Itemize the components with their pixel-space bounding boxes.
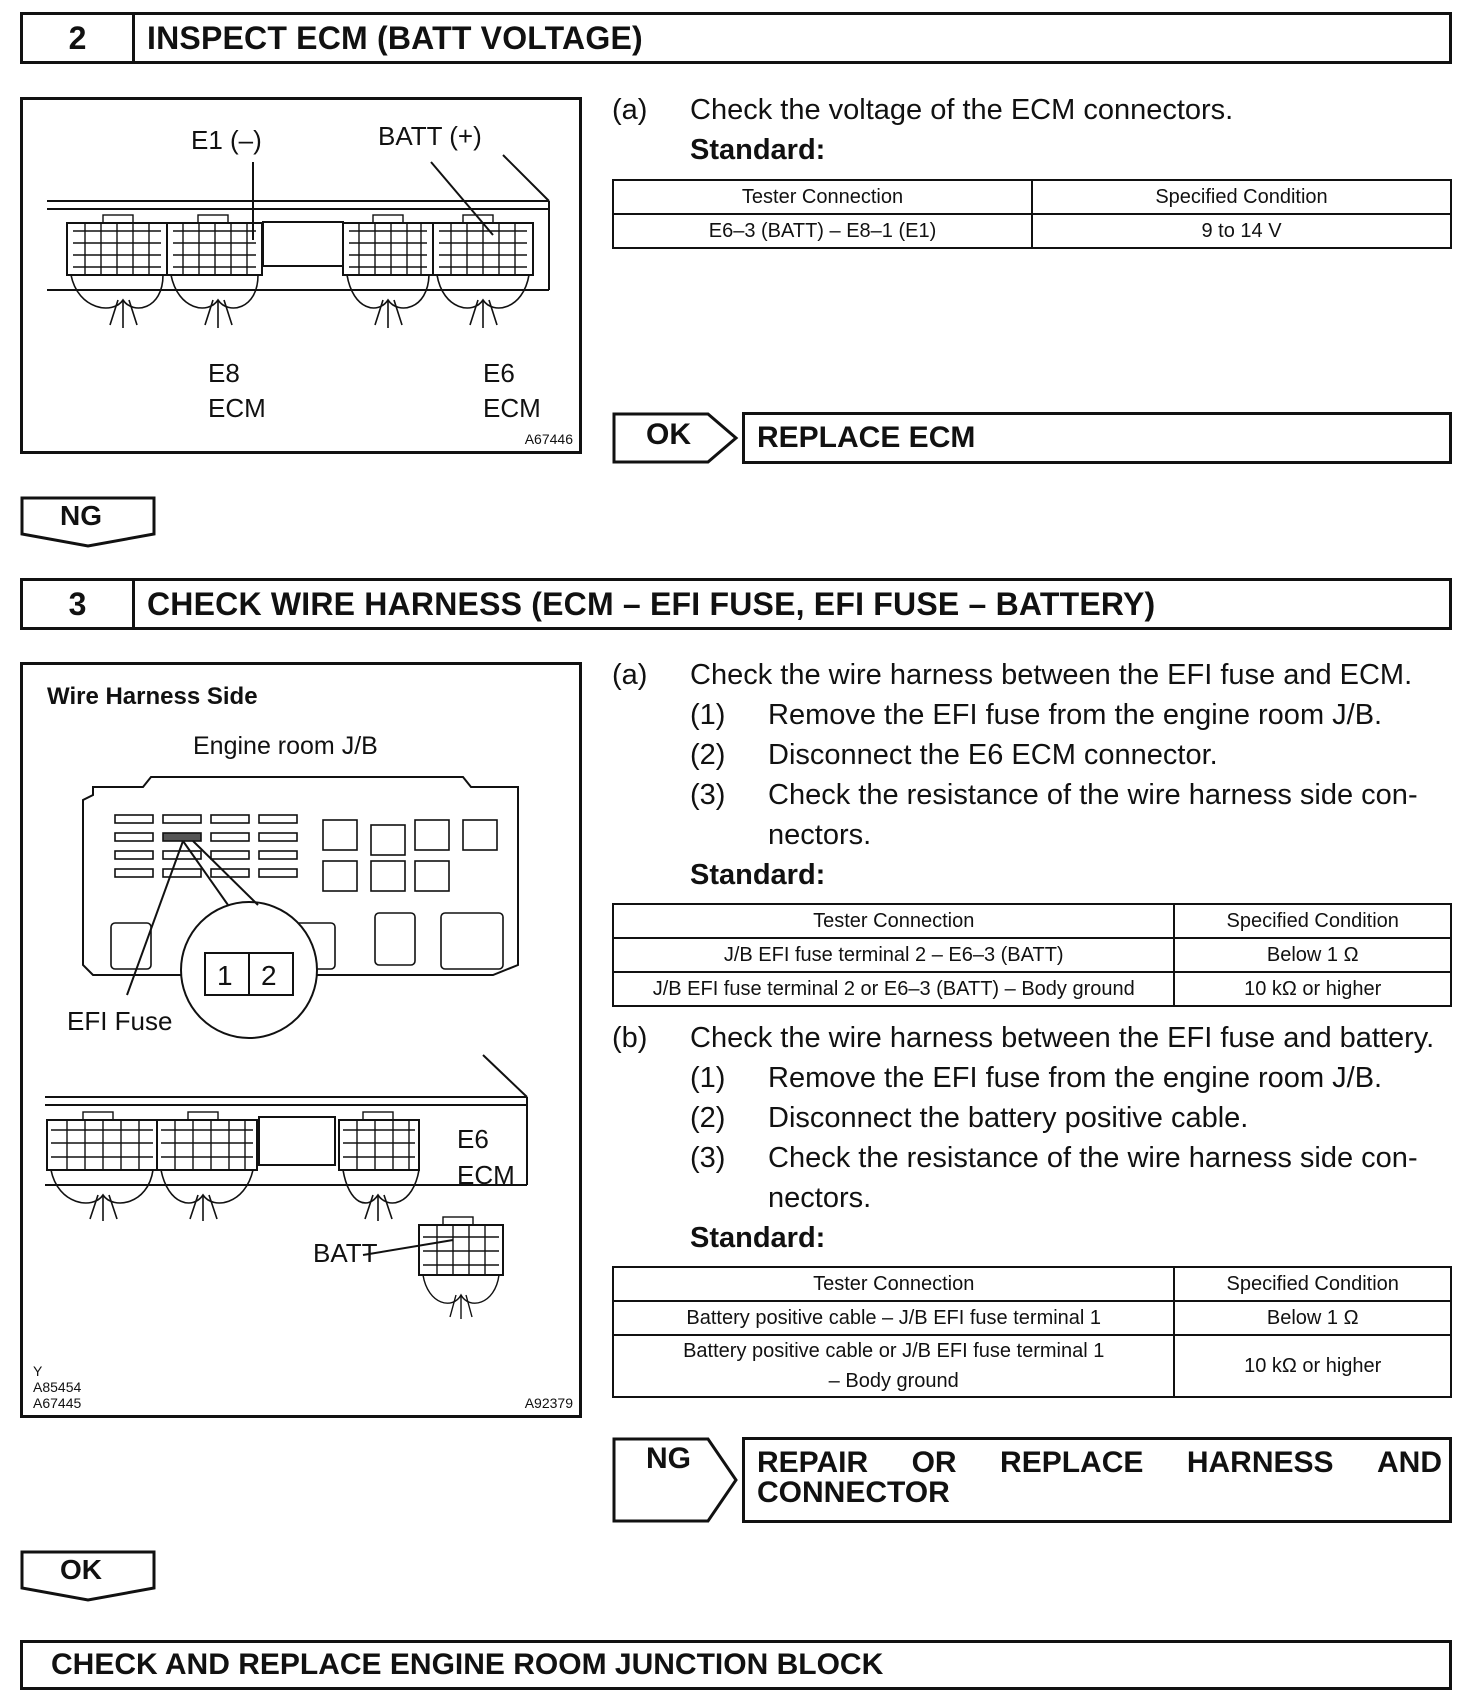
table-header: Tester Connection — [613, 904, 1174, 938]
label-e6: E6 — [457, 1124, 489, 1154]
wire-harness-drawing — [23, 665, 579, 1415]
label-e6-ecm: ECM — [483, 393, 541, 423]
table-row — [613, 972, 1451, 1006]
step-3-title: CHECK WIRE HARNESS (ECM – EFI FUSE, EFI FUSE – BATTERY) — [147, 585, 1156, 622]
step-3a1-text: Remove the EFI fuse from the engine room J/B. — [768, 699, 1383, 731]
table-cell — [613, 1335, 1174, 1397]
table-header: Tester Connection — [613, 1267, 1174, 1301]
figure-code-1: A85454 — [33, 1379, 82, 1395]
ng-result-word: OR — [911, 1446, 957, 1479]
figure-code-3: A92379 — [524, 1395, 573, 1411]
table-row — [613, 1335, 1451, 1397]
terminal-1-label: 1 — [217, 960, 233, 991]
label-ecm: ECM — [457, 1160, 515, 1190]
step-3b-spec-table — [612, 1266, 1452, 1398]
step-3a3-continuation: nectors. — [768, 819, 872, 851]
label-efi-fuse: EFI Fuse — [67, 1006, 173, 1036]
label-e1: E1 (–) — [191, 125, 262, 155]
table-cell: Battery positive cable – J/B EFI fuse terminal 1 — [613, 1301, 1174, 1335]
step-2-instructions — [612, 90, 1452, 170]
step-3a3-text: Check the resistance of the wire harness side con- — [768, 779, 1418, 811]
step-3-number: 3 — [23, 581, 135, 627]
step-3b-standard-label: Standard: — [690, 1222, 826, 1254]
table-header: Specified Condition — [1174, 1267, 1451, 1301]
table-cell: E6–3 (BATT) – E8–1 (E1) — [613, 214, 1032, 248]
instruction-a-text: Check the voltage of the ECM connectors. — [690, 94, 1234, 126]
step-2-header — [20, 12, 1452, 64]
ng-result-word: HARNESS — [1186, 1446, 1334, 1479]
standard-label: Standard: — [690, 134, 826, 166]
step-3-header — [20, 578, 1452, 630]
table-cell: 10 kΩ or higher — [1174, 972, 1451, 1006]
instruction-a-mark: (a) — [612, 94, 648, 126]
figure-code-y: Y — [33, 1363, 43, 1379]
ng-badge-label: NG — [60, 500, 102, 531]
step-3a-standard-label: Standard: — [690, 859, 826, 891]
step-3b-mark: (b) — [612, 1022, 648, 1054]
figure-code-2: A67445 — [33, 1395, 82, 1411]
step-2-spec-table — [612, 179, 1452, 249]
ng-result-line-2: CONNECTOR — [757, 1476, 950, 1509]
step-3b1-mark: (1) — [690, 1062, 726, 1094]
step-3a-mark: (a) — [612, 659, 648, 691]
table-row — [613, 214, 1451, 248]
label-batt: BATT (+) — [378, 121, 482, 151]
table-cell: J/B EFI fuse terminal 2 – E6–3 (BATT) — [613, 938, 1174, 972]
step-3a2-text: Disconnect the E6 ECM connector. — [768, 739, 1218, 771]
label-engine-room-jb: Engine room J/B — [193, 732, 378, 760]
ng-result-word: REPAIR — [757, 1446, 869, 1479]
ok-badge-label: OK — [646, 418, 691, 451]
step-2-title: INSPECT ECM (BATT VOLTAGE) — [147, 19, 643, 56]
label-e8-ecm: ECM — [208, 393, 266, 423]
table-cell: 10 kΩ or higher — [1174, 1335, 1451, 1397]
step-3a-instructions — [612, 655, 1462, 895]
label-e8: E8 — [208, 358, 240, 388]
figure-heading: Wire Harness Side — [47, 683, 258, 710]
ok-badge-label-step3: OK — [60, 1554, 102, 1585]
final-action-box: CHECK AND REPLACE ENGINE ROOM JUNCTION BLOCK — [20, 1640, 1452, 1690]
step-3b1-text: Remove the EFI fuse from the engine room J/B. — [768, 1062, 1383, 1094]
ng-result-line-1 — [757, 1448, 1442, 1478]
table-header: Specified Condition — [1174, 904, 1451, 938]
step-3b-instructions — [612, 1018, 1462, 1258]
ng-result-word: AND — [1377, 1446, 1442, 1479]
table-row — [613, 938, 1451, 972]
ok-result-box: REPLACE ECM — [742, 412, 1452, 464]
terminal-2-label: 2 — [261, 960, 277, 991]
table-cell-line: – Body ground — [828, 1370, 959, 1392]
ng-badge-label-step3: NG — [646, 1442, 691, 1475]
ecm-connector-figure — [20, 97, 582, 454]
ng-result-box — [742, 1437, 1452, 1523]
step-3a2-mark: (2) — [690, 739, 726, 771]
label-e6: E6 — [483, 358, 515, 388]
step-3b2-mark: (2) — [690, 1102, 726, 1134]
table-cell: Below 1 Ω — [1174, 938, 1451, 972]
step-2-number: 2 — [23, 15, 135, 61]
wire-harness-figure — [20, 662, 582, 1418]
table-row — [613, 1301, 1451, 1335]
step-3b3-continuation: nectors. — [768, 1182, 872, 1214]
table-cell: Below 1 Ω — [1174, 1301, 1451, 1335]
step-3a-spec-table — [612, 903, 1452, 1007]
table-cell: 9 to 14 V — [1032, 214, 1451, 248]
table-header: Tester Connection — [613, 180, 1032, 214]
step-3a3-mark: (3) — [690, 779, 726, 811]
table-header: Specified Condition — [1032, 180, 1451, 214]
step-3b2-text: Disconnect the battery positive cable. — [768, 1102, 1249, 1134]
step-3a1-mark: (1) — [690, 699, 726, 731]
ng-result-word: REPLACE — [1000, 1446, 1144, 1479]
table-cell: J/B EFI fuse terminal 2 or E6–3 (BATT) – Body ground — [613, 972, 1174, 1006]
step-3a-text: Check the wire harness between the EFI fuse and ECM. — [690, 659, 1413, 691]
step-3b3-text: Check the resistance of the wire harness side con- — [768, 1142, 1418, 1174]
label-batt: BATT — [313, 1238, 378, 1268]
figure-code: A67446 — [524, 431, 573, 447]
table-cell-line: Battery positive cable or J/B EFI fuse terminal 1 — [683, 1340, 1105, 1362]
step-3b-text: Check the wire harness between the EFI fuse and battery. — [690, 1022, 1435, 1054]
step-3b3-mark: (3) — [690, 1142, 726, 1174]
